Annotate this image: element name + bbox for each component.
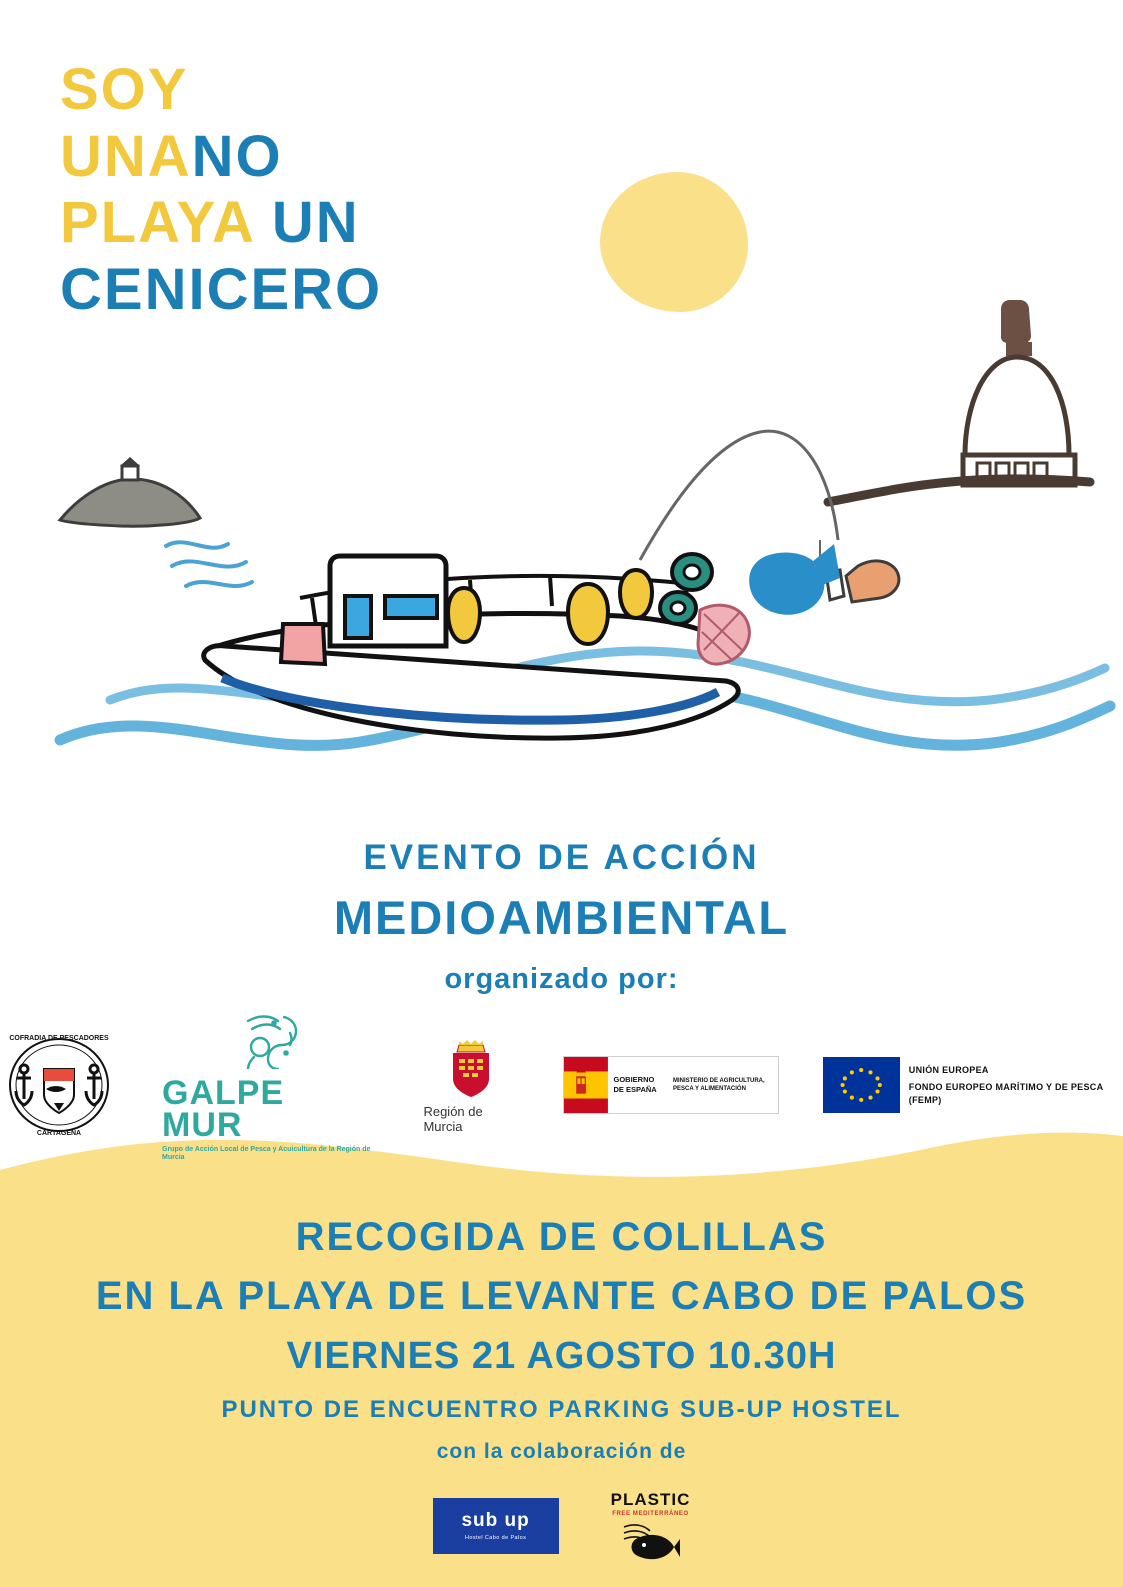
- event-meeting-point: PUNTO DE ENCUENTRO PARKING SUB-UP HOSTEL: [221, 1396, 902, 1423]
- plastic-free-fish-icon: [618, 1519, 682, 1561]
- murcia-label: Región de Murcia: [423, 1103, 483, 1134]
- logo-galpemur: [162, 1007, 379, 1163]
- eu-flag-icon: [823, 1057, 899, 1113]
- ministerio-label: MINISTERIO DE AGRICULTURA, PESCA Y ALIMENTACIÓN: [673, 1077, 765, 1092]
- island-icon: [60, 457, 252, 586]
- cofradia-text-bottom: CARTAGENA: [36, 1130, 82, 1137]
- headline-line-2-b: NO: [191, 123, 283, 189]
- subtitle-line-1: EVENTO DE ACCIÓN: [363, 838, 760, 877]
- headline-line-2-a: UNA: [60, 123, 192, 189]
- union-europea-label: UNIÓN EUROPEA: [908, 1065, 989, 1076]
- subup-title: sub up: [461, 1510, 530, 1531]
- plastic-title: PLASTIC: [610, 1490, 691, 1509]
- fishing-line: [640, 431, 838, 568]
- organized-by-label: organizado por:: [444, 963, 679, 995]
- fish-icon: [749, 544, 840, 615]
- murcia-shield-icon: [445, 1037, 497, 1099]
- galpemur-word-2: MUR: [162, 1106, 243, 1145]
- event-date-time: VIERNES 21 AGOSTO 10.30H: [286, 1335, 837, 1377]
- subtitle-block: [0, 838, 1123, 996]
- subtitle-line-2: MEDIOAMBIENTAL: [333, 891, 790, 944]
- logo-gobierno-de-espana: [563, 1056, 780, 1114]
- headline-line-1: SOY: [60, 57, 189, 122]
- logo-region-de-murcia: [423, 1037, 518, 1134]
- cofradia-text-top: COFRADIA DE PESCADORES: [9, 1035, 109, 1042]
- collaborator-logos: [0, 1490, 1123, 1561]
- subup-subtitle: Hostel Cabo de Palos: [465, 1535, 527, 1541]
- galpemur-fish-mark-icon: [240, 1007, 302, 1069]
- headline-line-4: CENICERO: [60, 257, 383, 323]
- event-details: [0, 1215, 1123, 1464]
- headline-line-3-b: UN: [271, 190, 360, 256]
- plastic-subtitle: FREE MEDITERRÁNEO: [612, 1511, 689, 1517]
- headline-line-3-a: PLAYA: [60, 190, 254, 256]
- logo-sub-up: [433, 1498, 559, 1554]
- fishing-boat-icon: [204, 554, 750, 738]
- event-line-2: EN LA PLAYA DE LEVANTE CABO DE PALOS: [95, 1274, 1028, 1318]
- lighthouse-icon: [828, 300, 1090, 502]
- logo-union-europea: [823, 1057, 1123, 1113]
- collaboration-label: con la colaboración de: [436, 1440, 687, 1463]
- logo-plastic-free-mediterraneo: [611, 1490, 691, 1561]
- galpemur-subtitle: Grupo de Acción Local de Pesca y Acuicultura de la Región de Murcia: [162, 1145, 371, 1162]
- event-line-1: RECOGIDA DE COLILLAS: [295, 1215, 828, 1259]
- gobierno-label: GOBIERNO DE ESPAÑA: [613, 1075, 657, 1094]
- logo-cofradia-de-pescadores: [0, 1031, 118, 1139]
- spain-flag-icon: [564, 1057, 608, 1113]
- cofradia-crest-icon: [0, 1031, 118, 1139]
- organizer-logos: [0, 1020, 1123, 1162]
- galpemur-word-1: GALPE: [162, 1073, 285, 1112]
- femp-label: FONDO EUROPEO MARÍTIMO Y DE PESCA (FEMP): [908, 1082, 1104, 1105]
